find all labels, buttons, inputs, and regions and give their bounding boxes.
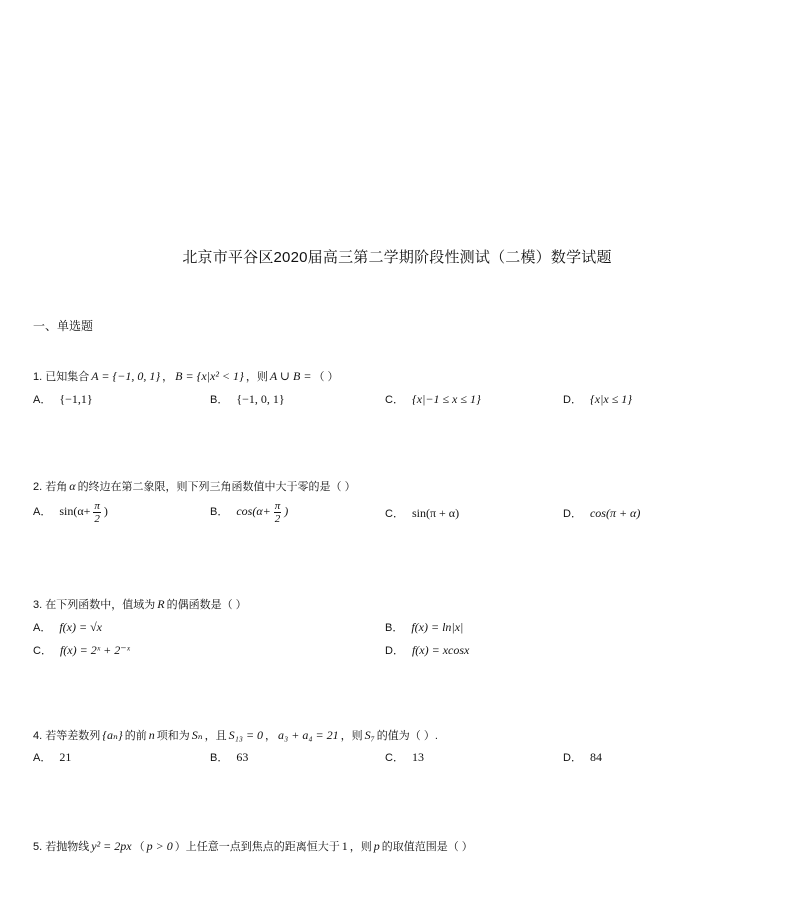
option-value: ) (284, 504, 289, 519)
question-2-option-d (563, 505, 642, 522)
stem-text: ）上任意一点到焦点的距离恒大于 (174, 841, 340, 853)
question-5-stem (33, 838, 473, 855)
option-value: 84 (589, 750, 602, 764)
option-value: sin(α+ (59, 504, 91, 519)
stem-text: 的值为（ ）. (376, 730, 438, 742)
stem-text: （ (133, 841, 145, 853)
option-letter: D． (563, 394, 582, 406)
option-value: cos(α+ (236, 504, 271, 519)
stem-text: 的终边在第二象限，则下列三角函数值中大于零的是（ ） (77, 481, 356, 493)
stem-math: y² = 2px (91, 839, 132, 853)
option-letter: A． (33, 394, 52, 406)
option-letter: D． (563, 508, 582, 520)
question-number: 2. (33, 481, 43, 493)
option-value: f(x) = xcosx (411, 643, 470, 657)
question-3-stem (33, 596, 247, 613)
option-value: ) (103, 504, 108, 519)
stem-math: p > 0 (146, 839, 173, 853)
question-4-option-c (385, 749, 426, 766)
question-1-option-c (385, 391, 483, 408)
option-letter: A． (33, 506, 52, 519)
stem-text: ， (265, 730, 277, 742)
stem-text: 若抛物线 (45, 841, 90, 853)
option-letter: A． (33, 752, 52, 764)
question-number: 1. (33, 371, 43, 383)
fraction (274, 500, 282, 525)
option-letter: C． (385, 508, 404, 520)
option-value: 21 (59, 750, 72, 764)
stem-text: ，且 (204, 730, 227, 742)
stem-math: n (148, 728, 155, 742)
option-value: {x|−1 ≤ x ≤ 1} (411, 392, 481, 406)
stem-math: B = {x|x² < 1} (175, 369, 244, 383)
stem-text: 若等差数列 (45, 730, 101, 742)
option-value: 63 (236, 750, 249, 764)
page-title: 北京市平谷区2020届高三第二学期阶段性测试（二模）数学试题 (182, 249, 612, 266)
option-letter: D． (385, 645, 404, 657)
question-number: 5. (33, 841, 43, 853)
stem-math: 1 (341, 839, 348, 853)
stem-text: ，则 (340, 730, 363, 742)
option-letter: C． (385, 394, 404, 406)
question-1-option-d (563, 391, 634, 408)
option-value: sin(π + α) (411, 506, 460, 520)
option-value: f(x) = 2ˣ + 2⁻ˣ (59, 643, 130, 657)
stem-text: （ ） (313, 371, 339, 383)
stem-math: {aₙ} (102, 728, 123, 742)
option-letter: C． (33, 645, 52, 657)
option-value: {−1, 0, 1} (236, 392, 285, 406)
question-2-option-b (210, 500, 290, 525)
fraction-numerator: π (274, 500, 281, 512)
question-1-option-b (210, 391, 287, 408)
question-2-option-c (385, 505, 461, 522)
fraction (93, 500, 101, 525)
stem-math: S₇ (364, 728, 375, 742)
option-value: 13 (411, 750, 424, 764)
question-4-option-d (563, 749, 604, 766)
stem-text: 项和为 (156, 730, 190, 742)
option-letter: B． (210, 506, 229, 519)
stem-text: 已知集合 (45, 371, 90, 383)
question-number: 4. (33, 730, 43, 742)
question-4-option-b (210, 749, 250, 766)
question-4-option-a (33, 749, 73, 766)
question-4-stem (33, 727, 438, 744)
question-1-stem (33, 368, 339, 385)
fraction-numerator: π (94, 500, 100, 512)
stem-math: S₁₃ = 0 (228, 728, 264, 742)
fraction-denominator: 2 (274, 513, 281, 525)
question-3-option-a (33, 619, 104, 636)
question-2-option-a (33, 500, 110, 525)
stem-math: A = {−1, 0, 1} (91, 369, 161, 383)
option-letter: A． (33, 622, 52, 634)
stem-text: 的取值范围是（ ） (381, 841, 473, 853)
stem-text: 的偶函数是（ ） (166, 599, 247, 611)
fraction-denominator: 2 (94, 513, 100, 525)
stem-math: A ∪ B = (269, 369, 312, 383)
option-value: {−1,1} (59, 392, 93, 406)
section-heading: 一、单选题 (33, 319, 94, 333)
stem-text: 在下列函数中，值域为 (45, 599, 156, 611)
stem-text: ，则 (245, 371, 268, 383)
option-letter: B． (210, 752, 229, 764)
option-value: f(x) = √x (59, 620, 103, 634)
option-letter: B． (385, 622, 404, 634)
option-letter: B． (210, 394, 229, 406)
stem-math: α (69, 479, 76, 493)
stem-text: ，则 (349, 841, 372, 853)
stem-math: R (157, 597, 165, 611)
question-3-option-c (33, 642, 132, 659)
option-value: f(x) = ln|x| (411, 620, 464, 634)
option-letter: C． (385, 752, 404, 764)
stem-text: 的前 (124, 730, 147, 742)
stem-math: a₃ + a₄ = 21 (278, 728, 339, 742)
question-3-option-d (385, 642, 471, 659)
stem-math: p (373, 839, 380, 853)
option-value: {x|x ≤ 1} (589, 392, 633, 406)
question-2-stem (33, 478, 356, 495)
question-number: 3. (33, 599, 43, 611)
question-1-option-a (33, 391, 95, 408)
option-value: cos(π + α) (589, 506, 641, 520)
stem-text: ， (162, 371, 174, 383)
stem-math: Sₙ (191, 728, 203, 742)
stem-text: 若角 (45, 481, 68, 493)
question-3-option-b (385, 619, 465, 636)
option-letter: D． (563, 752, 582, 764)
